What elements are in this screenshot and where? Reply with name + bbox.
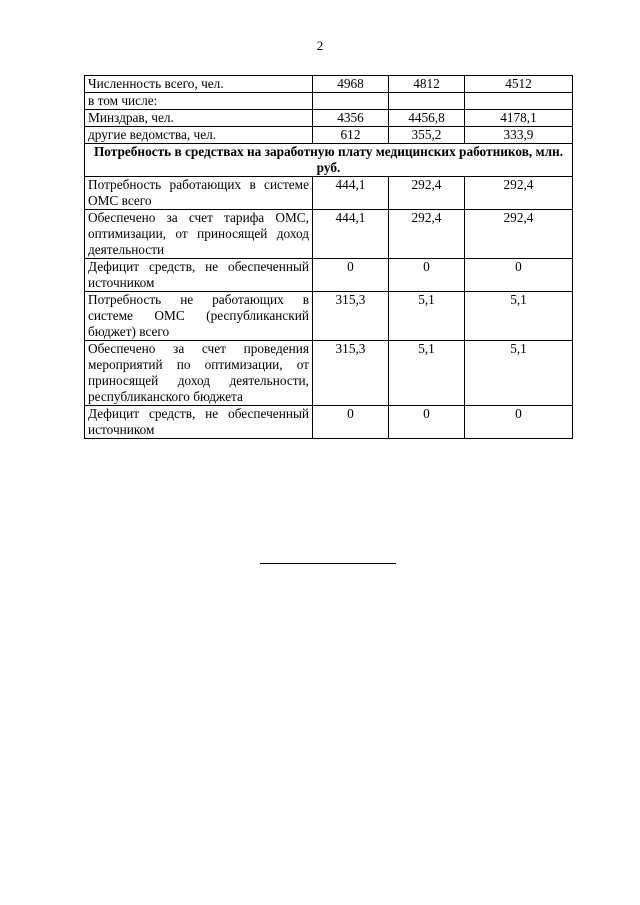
row-label: Численность всего, чел. (85, 76, 313, 93)
row-value-1: 4356 (313, 110, 389, 127)
row-label: Обеспечено за счет тарифа ОМС, оптимизации, от приносящей доход деятельности (85, 210, 313, 259)
row-value-2: 355,2 (389, 127, 465, 144)
row-value-3: 292,4 (465, 210, 573, 259)
row-value-1: 4968 (313, 76, 389, 93)
table-row (85, 177, 573, 210)
row-label: Потребность работающих в системе ОМС всего (85, 177, 313, 210)
row-value-2: 5,1 (389, 341, 465, 406)
table-row (85, 76, 573, 93)
row-value-1: 0 (313, 406, 389, 439)
row-value-2: 4812 (389, 76, 465, 93)
section-header: Потребность в средствах на заработную плату медицинских работников, млн. руб. (85, 144, 573, 177)
row-label: Минздрав, чел. (85, 110, 313, 127)
row-value-1: 315,3 (313, 292, 389, 341)
row-value-1: 612 (313, 127, 389, 144)
page-number: 2 (316, 38, 324, 53)
table-row (85, 93, 573, 110)
row-value-3: 0 (465, 259, 573, 292)
row-label: в том числе: (85, 93, 313, 110)
table-row (85, 210, 573, 259)
section-header-row (85, 144, 573, 177)
row-value-3: 4178,1 (465, 110, 573, 127)
row-value-1: 444,1 (313, 177, 389, 210)
row-value-3: 5,1 (465, 292, 573, 341)
row-label: Дефицит средств, не обеспеченный источником (85, 406, 313, 439)
row-value-2 (389, 93, 465, 110)
table-row (85, 406, 573, 439)
row-value-2: 0 (389, 259, 465, 292)
staffing-table (84, 75, 573, 439)
footer-divider (260, 563, 396, 564)
row-value-3 (465, 93, 573, 110)
row-value-3: 333,9 (465, 127, 573, 144)
row-value-1 (313, 93, 389, 110)
row-value-1: 315,3 (313, 341, 389, 406)
row-value-1: 0 (313, 259, 389, 292)
table-row (85, 292, 573, 341)
table-row (85, 127, 573, 144)
row-label: Обеспечено за счет проведения мероприятий по оптимизации, от приносящей доход деятельности, республиканского бюджета (85, 341, 313, 406)
row-value-2: 5,1 (389, 292, 465, 341)
row-value-3: 0 (465, 406, 573, 439)
row-value-3: 5,1 (465, 341, 573, 406)
row-value-2: 0 (389, 406, 465, 439)
row-label: Потребность не работающих в системе ОМС (республиканский бюджет) всего (85, 292, 313, 341)
table-row (85, 110, 573, 127)
table-row (85, 259, 573, 292)
row-value-2: 4456,8 (389, 110, 465, 127)
row-value-1: 444,1 (313, 210, 389, 259)
row-value-2: 292,4 (389, 210, 465, 259)
row-label: Дефицит средств, не обеспеченный источником (85, 259, 313, 292)
row-value-3: 292,4 (465, 177, 573, 210)
table-row (85, 341, 573, 406)
row-value-2: 292,4 (389, 177, 465, 210)
row-value-3: 4512 (465, 76, 573, 93)
row-label: другие ведомства, чел. (85, 127, 313, 144)
